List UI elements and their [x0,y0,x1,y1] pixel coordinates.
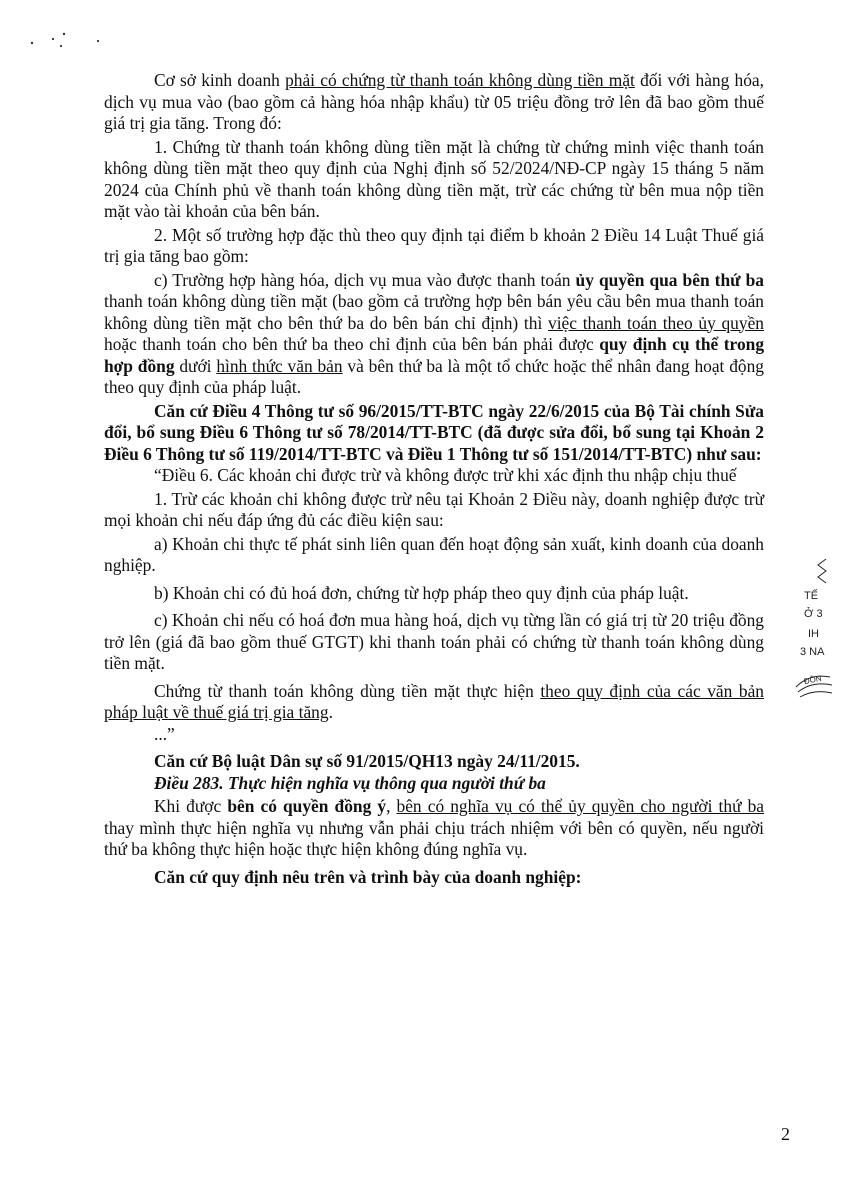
stamp-line-5: ĐỒN [803,673,823,687]
stamp-line-3: IH [808,628,819,640]
quote-item-a: a) Khoản chi thực tế phát sinh liên quan đến hoạt động sản xuất, kinh doanh của doanh nghiệp. [104,533,764,575]
heading-conclusion: Căn cứ quy định nêu trên và trình bày của doanh nghiệp: [154,866,582,887]
stamp-line-2: Ở 3 [804,608,823,620]
quote-payment-documents: Chứng từ thanh toán không dùng tiền mặt thực hiện theo quy định của các văn bản pháp luật về thuế giá trị gia tăng. [104,680,764,722]
paragraph-article-283: Khi được bên có quyền đồng ý, bên có nghĩa vụ có thể ủy quyền cho người thứ ba thay mình thực hiện nghĩa vụ nhưng vẫn phải chịu trách nhiệm với bên có quyền, nếu người thứ ba không thực hiện hoặc thực hiện không đúng nghĩa vụ. [104,796,765,859]
quote-item-c: c) Khoản chi nếu có hoá đơn mua hàng hoá, dịch vụ từng lần có giá trị từ 20 triệu đồng trở lên (giá đã bao gồm thuế GTGT) khi thanh toán phải có chứng từ thanh toán không dùng tiền mặt. [104,610,764,673]
document-body [104,70,764,888]
page-number: 2 [781,1124,790,1144]
margin-stamp [790,555,840,710]
scan-artifact-marks [28,30,108,55]
quote-article-6-title: “Điều 6. Các khoản chi được trừ và không được trừ khi xác định thu nhập chịu thuế [154,465,737,485]
paragraph-business-requirement: Cơ sở kinh doanh phải có chứng từ thanh toán không dùng tiền mặt đối với hàng hóa, dịch vụ mua vào (bao gồm cả hàng hóa nhập khẩu) từ 05 triệu đồng trở lên đã bao gồm thuế giá trị gia tăng. Trong đó: [104,70,764,133]
quote-item-1: 1. Trừ các khoản chi không được trừ nêu tại Khoản 2 Điều này, doanh nghiệp được trừ mọi khoản chi nếu đáp ứng đủ các điều kiện sau: [104,488,764,530]
quote-ellipsis: ...” [154,723,175,744]
heading-article-283: Điều 283. Thực hiện nghĩa vụ thông qua người thứ ba [154,772,546,793]
paragraph-item-1: 1. Chứng từ thanh toán không dùng tiền mặt là chứng từ chứng minh việc thanh toán không dùng tiền mặt theo quy định của Nghị định số 52/2024/NĐ-CP ngày 15 tháng 5 năm 2024 của Chính phủ về thanh toán không dùng tiền mặt, trừ các chứng từ bên mua nộp tiền mặt vào tài khoản của bên bán. [104,136,764,221]
stamp-line-4: 3 NA [800,646,825,658]
stamp-line-1: TẾ [804,590,819,602]
heading-circular-96: Căn cứ Điều 4 Thông tư số 96/2015/TT-BTC ngày 22/6/2015 của Bộ Tài chính Sửa đổi, bổ sung Điều 6 Thông tư số 78/2014/TT-BTC (đã được sửa đổi, bổ sung tại Khoản 2 Điều 6 Thông tư số 119/2014/TT-BTC và Điều 1 Thông tư số 151/2014/TT-BTC) như sau: [104,400,764,464]
paragraph-item-2: 2. Một số trường hợp đặc thù theo quy định tại điểm b khoản 2 Điều 14 Luật Thuế giá trị gia tăng bao gồm: [104,224,764,266]
paragraph-item-c: c) Trường hợp hàng hóa, dịch vụ mua vào được thanh toán ủy quyền qua bên thứ ba thanh toán không dùng tiền mặt (bao gồm cả trường hợp bên bán yêu cầu bên mua thanh toán không dùng tiền mặt cho bên thứ ba do bên bán chỉ định) thì việc thanh toán theo ủy quyền hoặc thanh toán cho bên thứ ba theo chỉ định của bên bán phải được quy định cụ thể trong hợp đồng dưới hình thức văn bản và bên thứ ba là một tổ chức hoặc thể nhân đang hoạt động theo quy định của pháp luật. [104,269,765,397]
heading-civil-code: Căn cứ Bộ luật Dân sự số 91/2015/QH13 ngày 24/11/2015. [154,751,580,771]
quote-item-b: b) Khoản chi có đủ hoá đơn, chứng từ hợp pháp theo quy định của pháp luật. [154,582,689,603]
